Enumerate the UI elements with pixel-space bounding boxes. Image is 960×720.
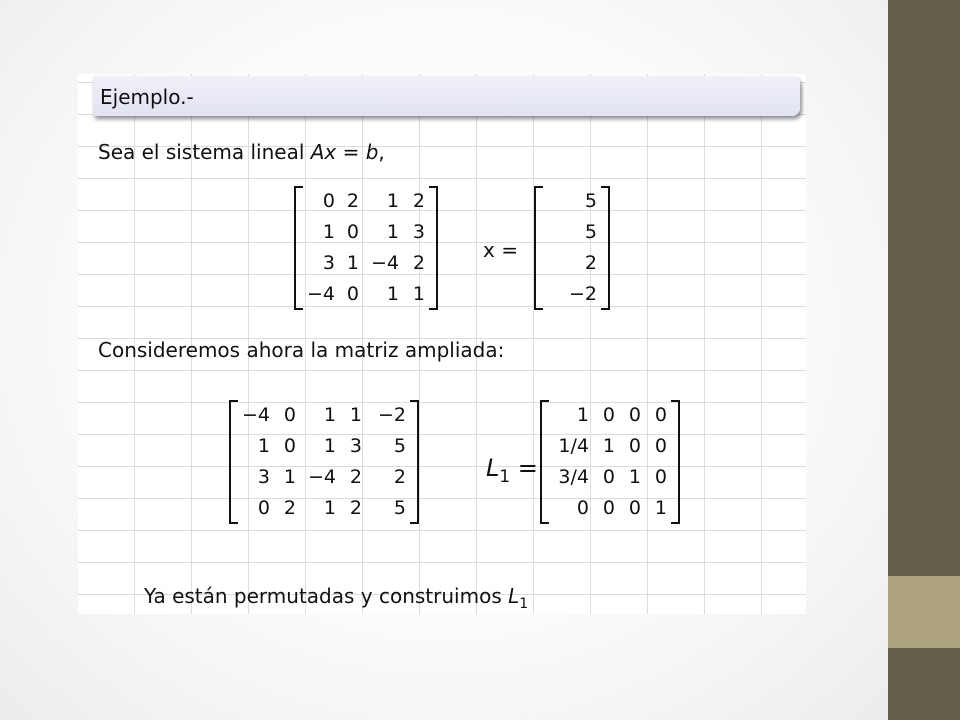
l1-matrix-bracket-left: [540, 400, 549, 524]
vector-b-table: [542, 186, 602, 310]
system-equals-label: x =: [483, 238, 518, 262]
matrix-a-cell: −4: [371, 252, 400, 274]
vector-b-row: [542, 248, 602, 279]
l1-matrix-cell: 1: [654, 497, 667, 519]
augmented-matrix-bracket-left: [229, 400, 238, 524]
vector-b-row: [542, 217, 602, 248]
vector-b-cell: 2: [584, 252, 597, 274]
augmented-matrix-cell: 2: [283, 497, 297, 519]
matrix-a-cell: 2: [412, 190, 426, 212]
matrix-a-cell: 1: [346, 252, 360, 274]
augmented-matrix-row: [237, 400, 411, 431]
side-decoration-accent: [888, 576, 960, 648]
augmented-matrix-cell: 1: [349, 404, 363, 426]
matrix-a-cell: 2: [346, 190, 360, 212]
header-title: Ejemplo.-: [100, 85, 194, 109]
matrix-a-cell: 1: [412, 283, 426, 305]
augmented-matrix-cell: 1: [323, 404, 337, 426]
l1-matrix-cell: 0: [602, 466, 615, 488]
l1-matrix-row: [548, 431, 672, 462]
l1-label-sub: 1: [499, 465, 511, 486]
augmented-matrix-row: [237, 462, 411, 493]
matrix-a-row: [302, 248, 430, 279]
augmented-matrix-cell: 2: [349, 497, 363, 519]
augmented-matrix-cell: 5: [393, 435, 407, 457]
matrix-a-cell: 2: [412, 252, 426, 274]
l1-matrix-table: [548, 400, 672, 524]
slide-content: [78, 74, 806, 614]
example-header: [93, 76, 800, 116]
augmented-matrix-cell: 1: [283, 466, 297, 488]
l1-matrix: [540, 400, 680, 528]
intro-line: [98, 140, 385, 164]
l1-matrix-row: [548, 400, 672, 431]
vector-b-cell: 5: [584, 221, 597, 243]
consider-line: Consideremos ahora la matriz ampliada:: [98, 338, 505, 362]
matrix-a-cell: 0: [346, 221, 360, 243]
augmented-matrix-cell: −4: [308, 466, 337, 488]
matrix-a-cell: 3: [322, 252, 336, 274]
l1-matrix-cell: 1: [576, 404, 589, 426]
l1-matrix-row: [548, 493, 672, 524]
vector-b-bracket-left: [534, 186, 543, 310]
matrix-a: [294, 186, 438, 314]
l1-label: [486, 454, 538, 486]
l1-matrix-cell: 1: [602, 435, 615, 457]
matrix-a-cell: 1: [386, 190, 400, 212]
augmented-matrix-cell: −2: [378, 404, 407, 426]
l1-matrix-cell: 0: [654, 466, 667, 488]
vector-b-row: [542, 279, 602, 310]
augmented-matrix-cell: 3: [257, 466, 271, 488]
matrix-a-cell: 3: [412, 221, 426, 243]
l1-matrix-bracket-right: [671, 400, 680, 524]
closing-line: [144, 584, 528, 612]
vector-b-bracket-right: [601, 186, 610, 310]
augmented-matrix-cell: 3: [349, 435, 363, 457]
matrix-a-row: [302, 186, 430, 217]
l1-label-main: L: [486, 454, 500, 482]
vector-b-row: [542, 186, 602, 217]
augmented-matrix: [229, 400, 419, 528]
closing-symbol: L: [508, 584, 520, 608]
matrix-a-row: [302, 279, 430, 310]
l1-matrix-cell: 0: [628, 497, 641, 519]
vector-b: [534, 186, 610, 314]
l1-matrix-row: [548, 462, 672, 493]
l1-matrix-cell: 0: [628, 404, 641, 426]
l1-matrix-cell: 1: [628, 466, 641, 488]
closing-symbol-sub: 1: [519, 596, 529, 612]
l1-matrix-cell: 0: [654, 435, 667, 457]
augmented-matrix-bracket-right: [410, 400, 419, 524]
l1-matrix-cell: 0: [654, 404, 667, 426]
augmented-matrix-table: [237, 400, 411, 524]
augmented-matrix-cell: 5: [393, 497, 407, 519]
closing-text: Ya están permutadas y construimos: [144, 584, 509, 608]
vector-b-cell: −2: [568, 283, 597, 305]
vector-b-cell: 5: [584, 190, 597, 212]
augmented-matrix-cell: 0: [283, 435, 297, 457]
augmented-matrix-cell: 0: [283, 404, 297, 426]
intro-prefix: Sea el sistema lineal: [98, 140, 311, 164]
l1-matrix-cell: 0: [628, 435, 641, 457]
augmented-matrix-cell: 1: [323, 435, 337, 457]
matrix-a-cell: 0: [346, 283, 360, 305]
l1-matrix-cell: 3/4: [558, 466, 589, 488]
l1-label-eq: =: [510, 454, 538, 482]
matrix-a-cell: 1: [322, 221, 336, 243]
l1-matrix-cell: 0: [602, 497, 615, 519]
l1-matrix-cell: 0: [576, 497, 589, 519]
augmented-matrix-cell: 0: [257, 497, 271, 519]
matrix-a-bracket-left: [294, 186, 303, 310]
l1-matrix-cell: 1/4: [558, 435, 589, 457]
matrix-a-bracket-right: [429, 186, 438, 310]
l1-matrix-cell: 0: [602, 404, 615, 426]
matrix-a-cell: 1: [386, 283, 400, 305]
augmented-matrix-cell: −4: [242, 404, 271, 426]
matrix-a-cell: −4: [307, 283, 336, 305]
intro-expression: Ax = b: [310, 140, 379, 164]
augmented-matrix-cell: 2: [393, 466, 407, 488]
augmented-matrix-cell: 1: [323, 497, 337, 519]
matrix-a-cell: 1: [386, 221, 400, 243]
intro-suffix: ,: [378, 140, 385, 164]
matrix-a-table: [302, 186, 430, 310]
augmented-matrix-cell: 2: [349, 466, 363, 488]
augmented-matrix-cell: 1: [257, 435, 271, 457]
augmented-matrix-row: [237, 493, 411, 524]
augmented-matrix-row: [237, 431, 411, 462]
matrix-a-row: [302, 217, 430, 248]
matrix-a-cell: 0: [322, 190, 336, 212]
